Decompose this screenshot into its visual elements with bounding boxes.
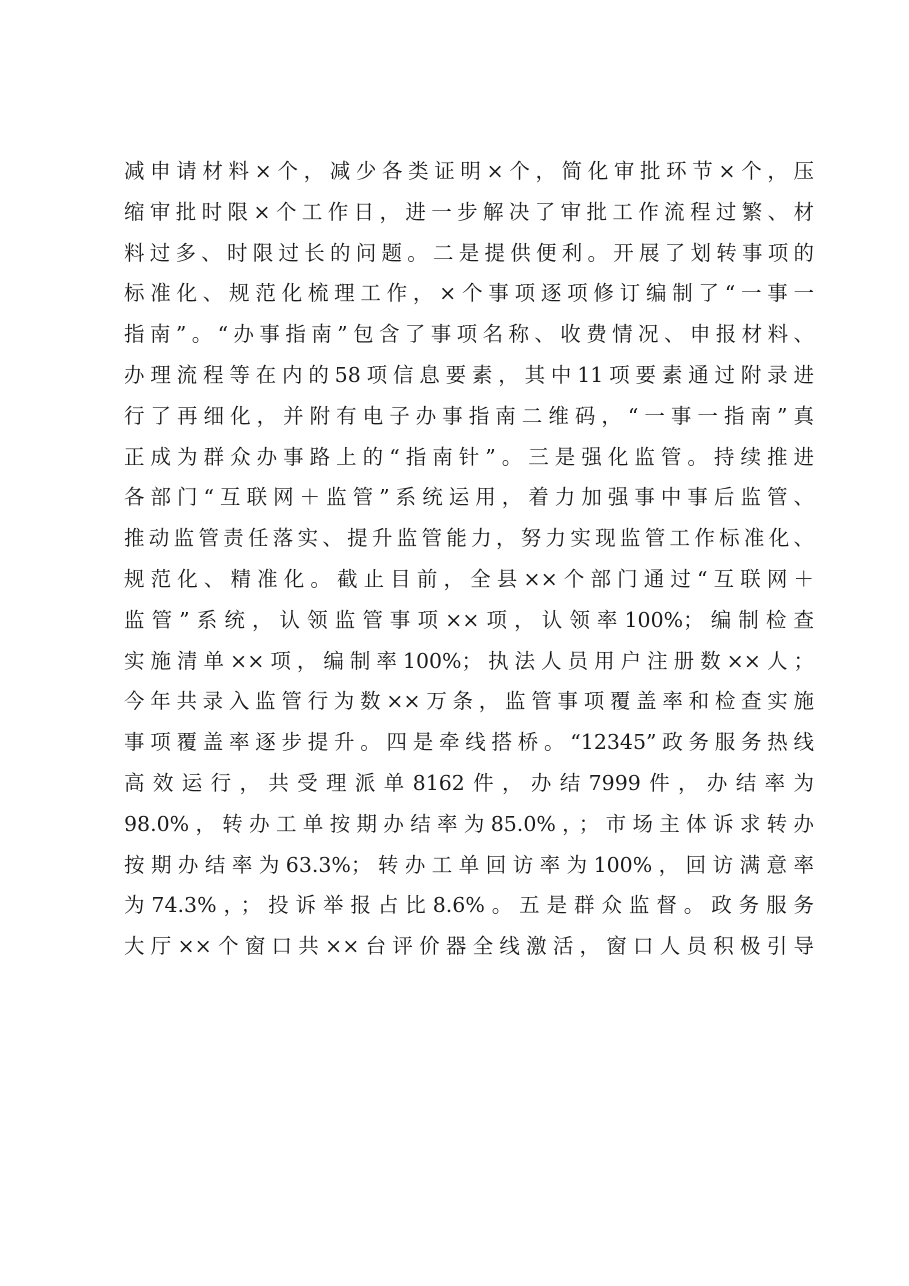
text-line: 标准化、规范化梳理工作，×个事项逐项修订编制了“一事一 — [124, 281, 814, 306]
text-line: 规范化、精准化。截止目前，全县××个部门通过“互联网＋ — [124, 566, 814, 591]
text-line: 推动监管责任落实、提升监管能力，努力实现监管工作标准化、 — [124, 526, 814, 551]
text-line: 各部门“互联网＋监管”系统运用，着力加强事中事后监管、 — [124, 485, 814, 510]
text-line: 缩审批时限×个工作日，进一步解决了审批工作流程过繁、材 — [124, 199, 814, 224]
text-line: 行了再细化，并附有电子办事指南二维码，“一事一指南”真 — [124, 403, 814, 428]
text-line: 事项覆盖率逐步提升。四是牵线搭桥。“12345”政务服务热线 — [124, 730, 814, 755]
text-line: 大厅××个窗口共××台评价器全线激活，窗口人员积极引导 — [124, 934, 814, 959]
text-line: 高效运行，共受理派单8162件，办结7999件，办结率为 — [124, 770, 814, 795]
body-text — [124, 151, 814, 967]
text-line: 实施清单××项，编制率100%；执法人员用户注册数××人； — [124, 648, 814, 673]
text-line: 办理流程等在内的58项信息要素，其中11项要素通过附录进 — [124, 362, 814, 387]
text-line: 今年共录入监管行为数××万条，监管事项覆盖率和检查实施 — [124, 689, 814, 714]
text-line: 监管”系统，认领监管事项××项，认领率100%；编制检查 — [124, 607, 814, 632]
text-line: 按期办结率为63.3%；转办工单回访率为100%，回访满意率 — [124, 852, 814, 877]
text-line: 减申请材料×个，减少各类证明×个，简化审批环节×个，压 — [124, 159, 814, 183]
text-line: 正成为群众办事路上的“指南针”。三是强化监管。持续推进 — [124, 444, 814, 469]
text-line: 料过多、时限过长的问题。二是提供便利。开展了划转事项的 — [124, 240, 814, 265]
text-line: 指南”。“办事指南”包含了事项名称、收费情况、申报材料、 — [124, 322, 814, 347]
text-line: 为74.3%，；投诉举报占比8.6%。五是群众监督。政务服务 — [124, 893, 814, 918]
text-line: 98.0%，转办工单按期办结率为85.0%，；市场主体诉求转办 — [124, 811, 814, 836]
